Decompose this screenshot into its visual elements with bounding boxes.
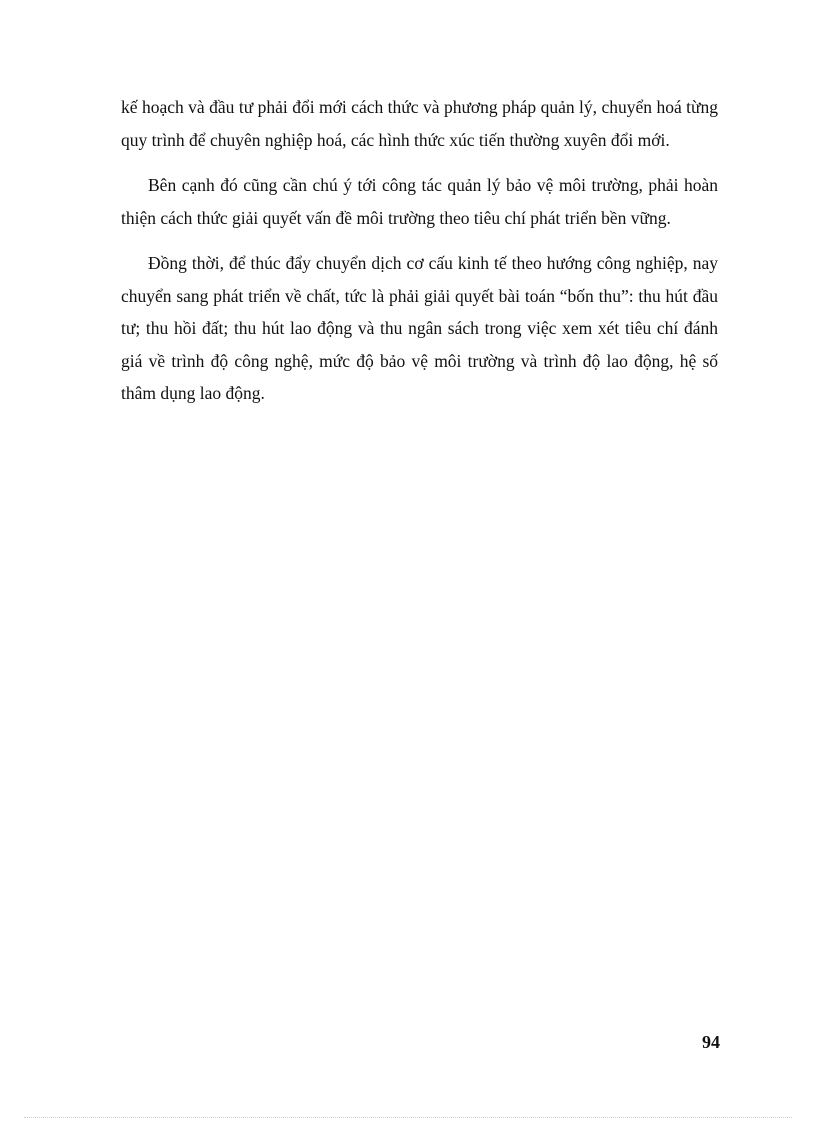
page-bottom-divider: [24, 1117, 792, 1118]
page-number: 94: [702, 1032, 720, 1052]
paragraph-four-collections: Đồng thời, để thúc đẩy chuyển dịch cơ cấu kinh tế theo hướng công nghiệp, nay chuyển sang phát triển về chất, tức là phải giải quyết bài toán “bốn thu”: thu hút đầu tư; thu hồi đất; thu hút lao động và thu ngân sách trong việc xem xét tiêu chí đánh giá về trình độ công nghệ, mức độ bảo vệ môi trường và trình độ lao động, hệ số thâm dụng lao động.: [121, 253, 718, 403]
body-text: [121, 91, 718, 423]
paragraph-environment: Bên cạnh đó cũng cần chú ý tới công tác quản lý bảo vệ môi trường, phải hoàn thiện cách thức giải quyết vấn đề môi trường theo tiêu chí phát triển bền vững.: [121, 175, 718, 228]
paragraph-continuation: kế hoạch và đầu tư phải đổi mới cách thức và phương pháp quản lý, chuyển hoá từng quy trình để chuyên nghiệp hoá, các hình thức xúc tiến thường xuyên đổi mới.: [121, 97, 718, 150]
